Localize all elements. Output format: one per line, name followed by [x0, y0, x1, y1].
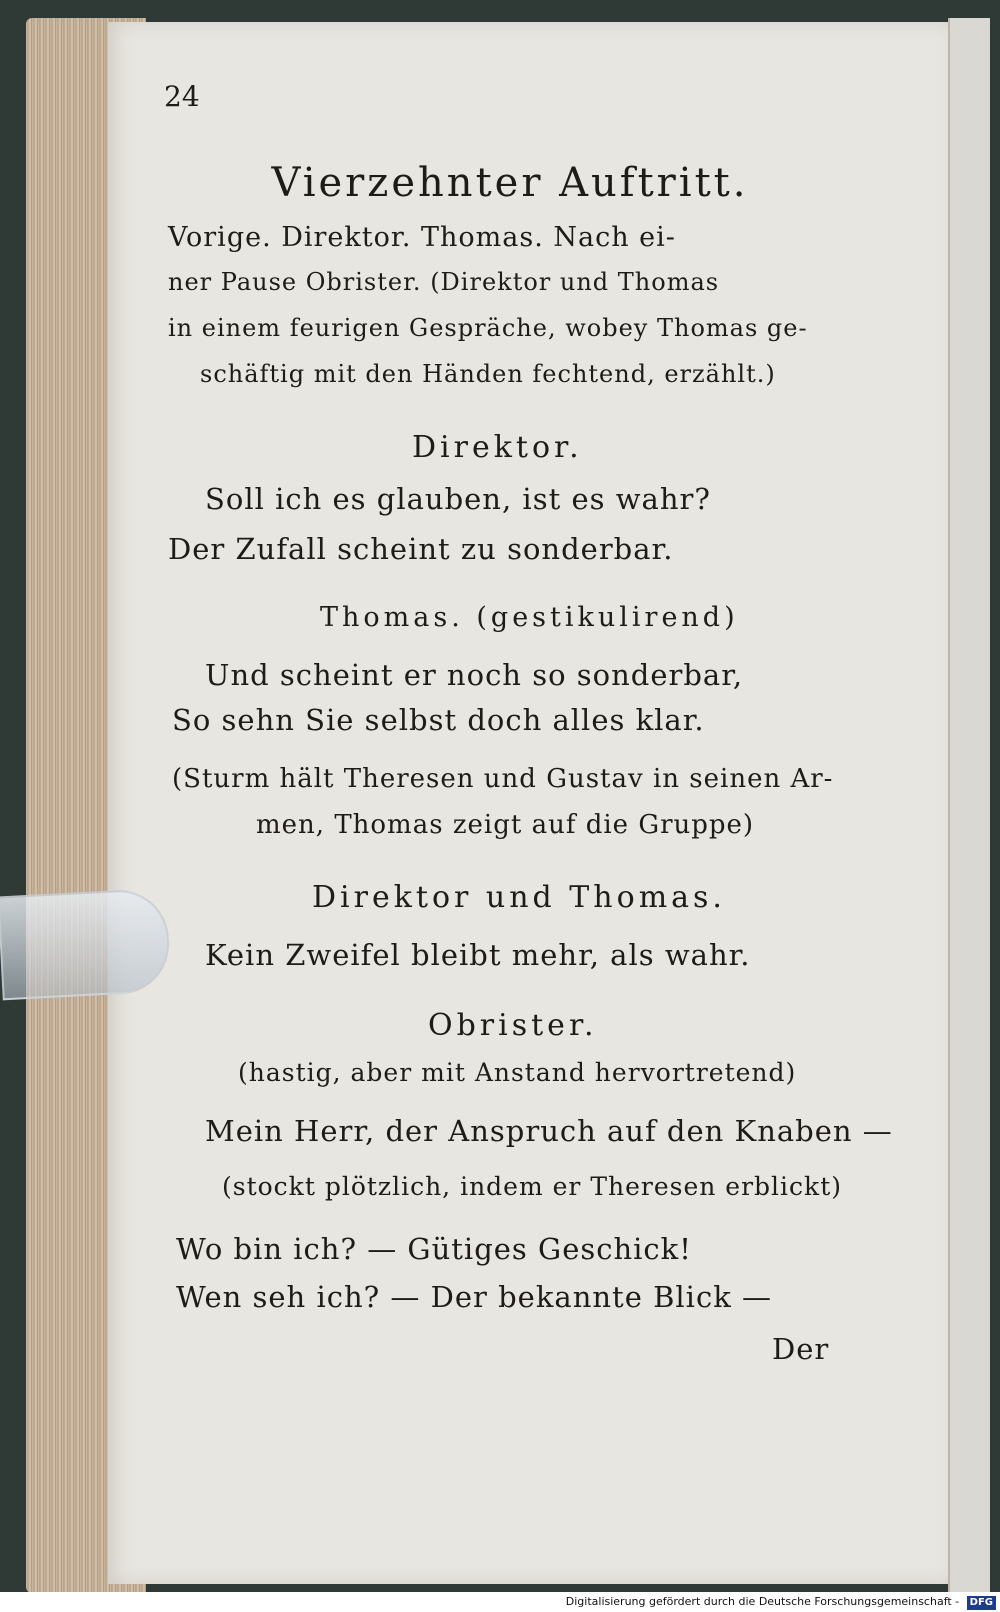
verse-line: Wen seh ich? — Der bekannte Blick —: [176, 1280, 772, 1314]
speaker-name: Direktor.: [412, 430, 583, 465]
speaker-name: Thomas. (gestikulirend): [320, 602, 739, 633]
page-number: 24: [164, 80, 200, 113]
digitization-footer: [0, 1592, 1000, 1612]
stage-direction-line: (Sturm hält Theresen und Gustav in seinen Ar-: [172, 764, 834, 794]
speaker-name: Direktor und Thomas.: [312, 880, 726, 915]
verse-line: Wo bin ich? — Gütiges Geschick!: [176, 1232, 692, 1266]
verse-line: Kein Zweifel bleibt mehr, als wahr.: [205, 938, 751, 972]
verse-line: Der Zufall scheint zu sonderbar.: [168, 532, 674, 566]
stage-direction-line: (stockt plötzlich, indem er Theresen erblickt): [222, 1172, 842, 1201]
next-page-edge: [948, 18, 990, 1593]
scene-title: Vierzehnter Auftritt.: [271, 160, 749, 206]
page-clip: [0, 888, 172, 1001]
speaker-name: Obrister.: [428, 1008, 598, 1043]
verse-line: Mein Herr, der Anspruch auf den Knaben —: [205, 1114, 893, 1148]
verse-line: So sehn Sie selbst doch alles klar.: [172, 703, 705, 737]
catchword: Der: [772, 1332, 830, 1366]
stage-direction-line: Vorige. Direktor. Thomas. Nach ei-: [168, 222, 676, 253]
verse-line: Und scheint er noch so sonderbar,: [205, 658, 744, 692]
book-scan: [18, 18, 978, 1593]
stage-direction-line: in einem feurigen Gespräche, wobey Thomas ge-: [168, 314, 808, 342]
stage-direction-line: (hastig, aber mit Anstand hervortretend): [238, 1058, 797, 1087]
verse-line: Soll ich es glauben, ist es wahr?: [205, 482, 711, 516]
stage-direction-line: men, Thomas zeigt auf die Gruppe): [256, 810, 755, 840]
footer-text: Digitalisierung gefördert durch die Deutsche Forschungsgemeinschaft -: [565, 1595, 960, 1608]
stage-direction-line: ner Pause Obrister. (Direktor und Thomas: [168, 268, 720, 296]
dfg-logo: DFG: [967, 1596, 996, 1610]
stage-direction-line: schäftig mit den Händen fechtend, erzählt.): [200, 360, 776, 388]
